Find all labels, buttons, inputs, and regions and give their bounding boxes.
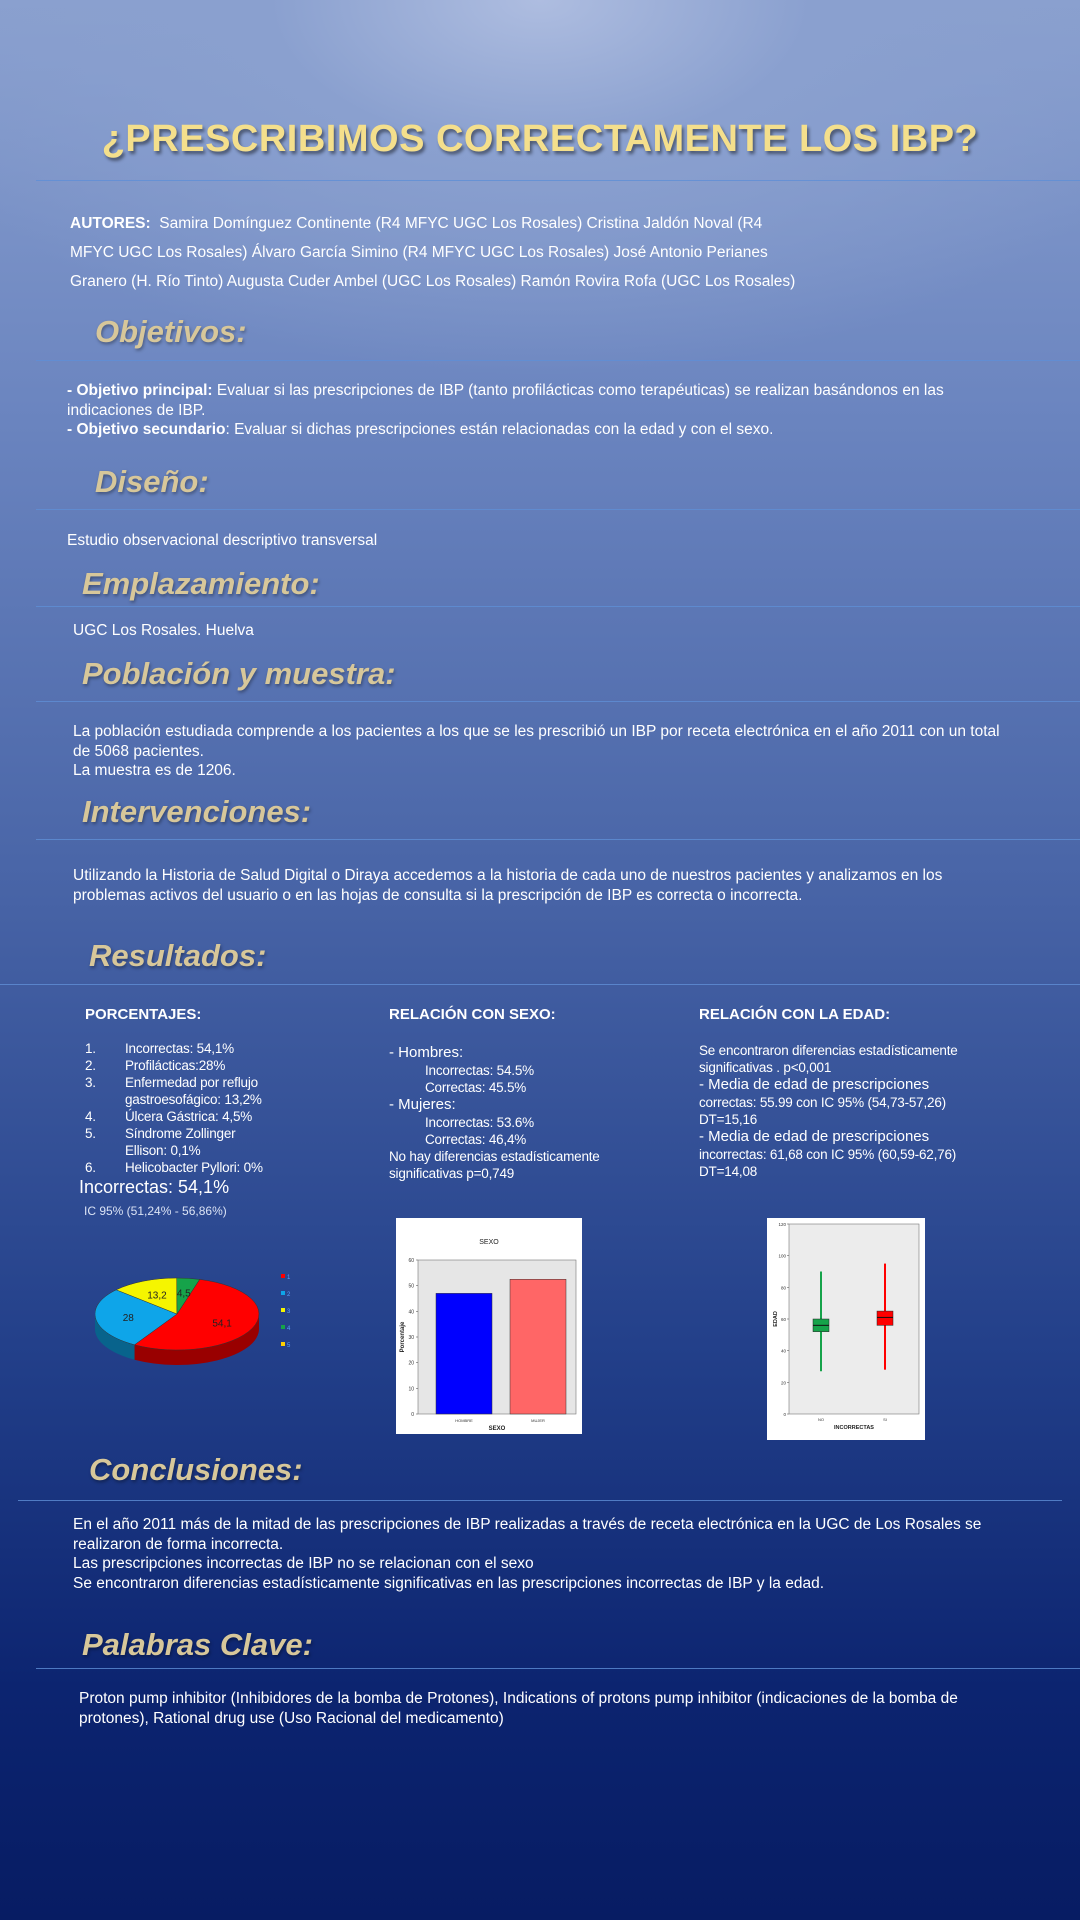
intervenciones-text: Utilizando la Historia de Salud Digital o Diraya accedemos a la historia de cada uno de nuestros pacientes y analizamos en los problemas activos del usuario o en las hojas de consulta si la prescripción de IBP es correcta o incorrecta. xyxy=(73,867,943,904)
emplazamiento-text: UGC Los Rosales. Huelva xyxy=(73,622,254,639)
edad-line-5: DT=15,16 xyxy=(699,1112,758,1127)
conclusiones-heading: Conclusiones: xyxy=(89,1452,303,1487)
bar-chart xyxy=(396,1218,582,1434)
porcentaje-text: Helicobacter Pyllori: 0% xyxy=(125,1160,263,1175)
x-tick-label: NO xyxy=(818,1417,824,1422)
divider xyxy=(0,984,1080,985)
pie-label: 13,2 xyxy=(147,1290,167,1302)
palabras-text: Proton pump inhibitor (Inhibidores de la bomba de Protones), Indications of protons pump inhibitor (indicaciones de la bomba de protones), Rational drug use (Uso Racional del medicamento) xyxy=(79,1690,958,1727)
legend-swatch xyxy=(281,1342,285,1346)
pie-chart xyxy=(95,1262,310,1392)
conclusiones-line-2: Las prescripciones incorrectas de IBP no se relacionan con el sexo xyxy=(73,1555,534,1572)
legend-swatch xyxy=(281,1274,285,1278)
box xyxy=(877,1311,893,1325)
objetivo-principal-text: Evaluar si las prescripciones de IBP (tanto profilácticas como terapéuticas) se realizan basándonos en las indicaciones de IBP. xyxy=(67,382,944,419)
porcentaje-number: 5. xyxy=(85,1126,96,1141)
diseno-text: Estudio observacional descriptivo transversal xyxy=(67,532,378,549)
y-tick-label: 0 xyxy=(411,1412,414,1418)
poster-title: ¿PRESCRIBIMOS CORRECTAMENTE LOS IBP? xyxy=(101,118,979,160)
edad-line-3: - Media de edad de prescripciones xyxy=(699,1076,930,1093)
objetivo-secundario-label: - Objetivo secundario xyxy=(67,421,226,438)
porcentaje-number: 3. xyxy=(85,1075,96,1090)
porcentaje-number: 1. xyxy=(85,1041,96,1056)
authors-line-2: MFYC UGC Los Rosales) Álvaro García Simino (R4 MFYC UGC Los Rosales) José Antonio Perianes xyxy=(70,244,768,261)
legend-swatch xyxy=(281,1291,285,1295)
divider xyxy=(36,1668,1080,1669)
y-tick-label: 20 xyxy=(780,1380,786,1386)
divider xyxy=(36,606,1080,607)
y-axis-label: Porcentaje xyxy=(400,1321,406,1353)
authors-label: AUTORES: xyxy=(70,215,151,232)
legend-label: 2 xyxy=(287,1292,291,1298)
x-axis-label: INCORRECTAS xyxy=(834,1425,874,1431)
y-tick-label: 80 xyxy=(780,1285,786,1291)
diseno-heading: Diseño: xyxy=(95,464,209,499)
porcentajes-list xyxy=(85,1040,345,1176)
authors-line-3: Granero (H. Río Tinto) Augusta Cuder Ambel (UGC Los Rosales) Ramón Rovira Rofa (UGC Los Rosales) xyxy=(70,273,796,290)
y-tick-label: 60 xyxy=(780,1317,786,1322)
objetivos-text xyxy=(67,381,1007,440)
edad-line-7: incorrectas: 61,68 con IC 95% (60,59-62,76) xyxy=(699,1147,957,1162)
porcentaje-text: Úlcera Gástrica: 4,5% xyxy=(125,1109,253,1124)
poblacion-heading: Población y muestra: xyxy=(82,656,396,691)
mujeres-incorrectas: Incorrectas: 53.6% xyxy=(425,1115,534,1130)
porcentaje-text: Profilácticas:28% xyxy=(125,1058,226,1073)
porcentaje-text: Síndrome Zollinger Ellison: 0,1% xyxy=(125,1126,236,1158)
porcentaje-item xyxy=(85,1125,345,1159)
porcentaje-item xyxy=(85,1108,345,1125)
divider xyxy=(36,509,1080,510)
y-tick-label: 40 xyxy=(408,1309,414,1316)
porcentaje-text: Incorrectas: 54,1% xyxy=(125,1041,234,1056)
porcentaje-text: Enfermedad por reflujo gastroesofágico: 13,2% xyxy=(125,1075,262,1107)
ic-text: IC 95% (51,24% - 56,86%) xyxy=(84,1204,227,1218)
palabras-heading: Palabras Clave: xyxy=(82,1627,313,1662)
edad-title: RELACIÓN CON LA EDAD: xyxy=(699,1006,891,1023)
sexo-note-1: No hay diferencias estadísticamente xyxy=(389,1149,600,1164)
porcentaje-number: 6. xyxy=(85,1160,96,1175)
conclusiones-text xyxy=(73,1515,1008,1593)
mujeres-correctas: Correctas: 46,4% xyxy=(425,1132,527,1147)
poblacion-line-1: La población estudiada comprende a los pacientes a los que se les prescribió un IBP por receta electrónica en el año 2011 con un total de 5068 pacientes. xyxy=(73,723,1000,760)
bar-chart-title: SEXO xyxy=(479,1239,499,1246)
edad-line-4: correctas: 55.99 con IC 95% (54,73-57,26) xyxy=(699,1095,946,1110)
porcentaje-item xyxy=(85,1159,345,1176)
legend-label: 5 xyxy=(287,1343,291,1349)
boxplot-panel xyxy=(767,1218,925,1440)
porcentaje-item xyxy=(85,1057,345,1074)
divider xyxy=(36,180,1080,181)
y-axis-label: EDAD xyxy=(773,1311,779,1327)
porcentaje-number: 4. xyxy=(85,1109,96,1124)
y-tick-label: 20 xyxy=(408,1360,414,1367)
emplazamiento-heading: Emplazamiento: xyxy=(82,566,320,601)
pie-label: 4,5 xyxy=(176,1288,191,1300)
hombres-incorrectas: Incorrectas: 54.5% xyxy=(425,1063,534,1078)
legend-label: 1 xyxy=(287,1275,291,1281)
porcentaje-number: 2. xyxy=(85,1058,96,1073)
y-tick-label: 10 xyxy=(408,1386,414,1393)
box-plot xyxy=(767,1218,925,1440)
y-tick-label: 100 xyxy=(778,1253,786,1259)
poblacion-text xyxy=(73,722,1003,781)
x-tick-label: HOMBRE xyxy=(455,1418,473,1423)
sexo-text xyxy=(389,1044,649,1182)
divider xyxy=(36,360,1080,361)
edad-line-2: significativas . p<0,001 xyxy=(699,1060,832,1075)
legend-swatch xyxy=(281,1325,285,1329)
pie-label: 54,1 xyxy=(212,1318,232,1330)
sexo-note-2: significativas p=0,749 xyxy=(389,1166,515,1181)
hombres-label: - Hombres: xyxy=(389,1044,464,1061)
conclusiones-line-3: Se encontraron diferencias estadísticamente significativas en las prescripciones incorrectas de IBP y la edad. xyxy=(73,1574,825,1592)
legend-label: 3 xyxy=(287,1309,291,1315)
poblacion-line-2: La muestra es de 1206. xyxy=(73,762,236,779)
porcentaje-item xyxy=(85,1040,345,1057)
y-tick-label: 120 xyxy=(778,1222,786,1227)
authors-block xyxy=(70,209,1030,296)
bar xyxy=(510,1279,566,1414)
edad-text xyxy=(699,1042,999,1180)
y-tick-label: 50 xyxy=(408,1283,414,1290)
objetivo-secundario-text: : Evaluar si dichas prescripciones están relacionadas con la edad y con el sexo. xyxy=(225,421,774,438)
authors-line-1: Samira Domínguez Continente (R4 MFYC UGC Los Rosales) Cristina Jaldón Noval (R4 xyxy=(159,215,763,232)
edad-line-1: Se encontraron diferencias estadísticamente xyxy=(699,1043,958,1058)
divider xyxy=(36,839,1080,840)
sexo-title: RELACIÓN CON SEXO: xyxy=(389,1006,556,1023)
resultados-heading: Resultados: xyxy=(89,938,267,973)
conclusiones-line-1: En el año 2011 más de la mitad de las prescripciones de IBP realizadas a través de receta electrónica en la UGC de Los Rosales se realizaron de forma incorrecta. xyxy=(73,1516,982,1553)
divider xyxy=(18,1500,1062,1501)
x-tick-label: MUJER xyxy=(531,1418,545,1423)
porcentaje-item xyxy=(85,1074,345,1108)
x-tick-label: SI xyxy=(883,1417,887,1422)
y-tick-label: 40 xyxy=(780,1348,786,1354)
legend-swatch xyxy=(281,1308,285,1312)
plot-area xyxy=(789,1224,919,1414)
porcentajes-title: PORCENTAJES: xyxy=(85,1006,202,1023)
x-axis-label: SEXO xyxy=(488,1426,506,1432)
objetivo-principal-label: - Objetivo principal: xyxy=(67,382,213,399)
intervenciones-heading: Intervenciones: xyxy=(82,794,312,829)
incorrectas-big: Incorrectas: 54,1% xyxy=(79,1177,230,1197)
y-tick-label: 30 xyxy=(408,1335,414,1341)
legend-label: 4 xyxy=(287,1326,291,1332)
hombres-correctas: Correctas: 45.5% xyxy=(425,1080,527,1095)
mujeres-label: - Mujeres: xyxy=(389,1096,456,1113)
pie-label: 28 xyxy=(122,1313,134,1325)
edad-line-6: - Media de edad de prescripciones xyxy=(699,1128,930,1145)
bar xyxy=(436,1293,492,1414)
edad-line-8: DT=14,08 xyxy=(699,1164,758,1179)
bar-chart-panel xyxy=(396,1218,582,1434)
y-tick-label: 0 xyxy=(783,1412,786,1417)
divider xyxy=(36,701,1080,702)
objetivos-heading: Objetivos: xyxy=(95,314,247,349)
y-tick-label: 60 xyxy=(408,1258,414,1264)
